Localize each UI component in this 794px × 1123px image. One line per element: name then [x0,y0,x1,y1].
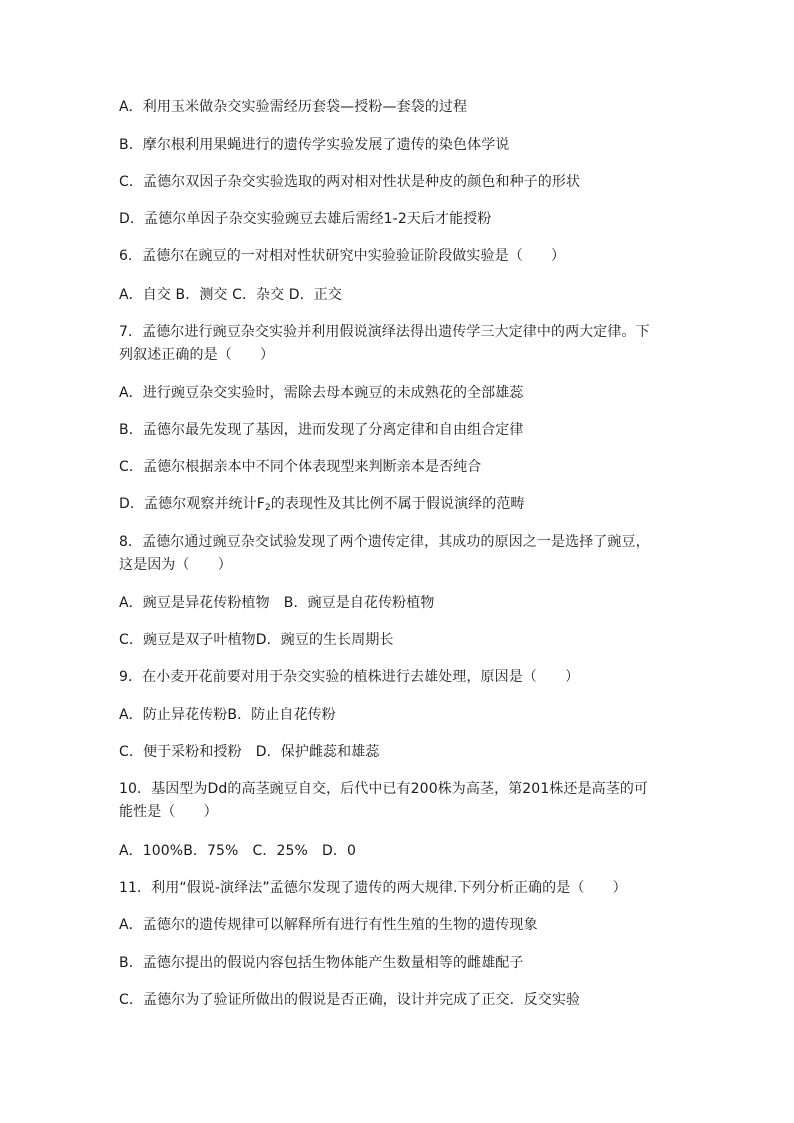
q8-options-ab: A．豌豆是异花传粉植物 B．豌豆是自花传粉植物 [119,595,435,611]
q5-option-b: B．摩尔根利用果蝇进行的遗传学实验发展了遗传的染色体学说 [119,137,510,153]
q11-option-b: B．孟德尔提出的假说内容包括生物体能产生数量相等的雌雄配子 [119,955,524,971]
q9-stem: 9．在小麦开花前要对用于杂交实验的植株进行去雄处理，原因是（ ） [119,669,580,685]
q8-stem-line2: 这是因为（ ） [119,557,232,573]
q5-option-d: D．孟德尔单因子杂交实验豌豆去雄后需经1-2天后才能授粉 [119,211,492,227]
q10-stem-line2: 能性是（ ） [119,804,218,820]
q10-stem-line1: 10．基因型为Dd的高茎豌豆自交，后代中已有200株为高茎，第201株还是高茎的可 [119,781,649,797]
q7-option-c: C．孟德尔根据亲本中不同个体表现型来判断亲本是否纯合 [119,459,482,475]
q5-option-a: A．利用玉米做杂交实验需经历套袋—授粉—套袋的过程 [119,99,468,115]
q11-option-c: C．孟德尔为了验证所做出的假说是否正确，设计并完成了正交．反交实验 [119,992,581,1008]
q7-option-a: A．进行豌豆杂交实验时，需除去母本豌豆的未成熟花的全部雄蕊 [119,385,524,401]
q9-options-cd: C．便于采粉和授粉 D．保护雌蕊和雄蕊 [119,744,380,760]
q5-option-c: C．孟德尔双因子杂交实验选取的两对相对性状是种皮的颜色和种子的形状 [119,174,581,190]
q7-option-d [119,494,679,514]
q11-option-a: A．孟德尔的遗传规律可以解释所有进行有性生殖的生物的遗传现象 [119,917,538,933]
q7-stem-line1: 7．孟德尔进行豌豆杂交实验并利用假说演绎法得出遗传学三大定律中的两大定律。下 [119,324,650,340]
q11-stem: 11．利用“假说-演绎法”孟德尔发现了遗传的两大规律.下列分析正确的是（ ） [119,880,627,896]
q7-option-b: B．孟德尔最先发现了基因，进而发现了分离定律和自由组合定律 [119,422,524,438]
q7-stem-line2: 列叙述正确的是（ ） [119,347,275,363]
q7-option-d-subscript: 2 [264,503,271,513]
q7-option-d-text-rest: 的表现性及其比例不属于假说演绎的范畴 [270,496,525,512]
q8-options-cd: C．豌豆是双子叶植物D．豌豆的生长周期长 [119,632,394,648]
q6-options: A．自交 B．测交 C．杂交 D．正交 [119,287,342,303]
q8-stem-line1: 8．孟德尔通过豌豆杂交试验发现了两个遗传定律，其成功的原因之一是选择了豌豆， [119,534,650,550]
q9-options-ab: A．防止异花传粉B．防止自花传粉 [119,707,336,723]
q10-options: A．100%B．75% C．25% D．0 [119,843,357,859]
q6-stem: 6．孟德尔在豌豆的一对相对性状研究中实验验证阶段做实验是（ ） [119,248,566,264]
q7-option-d-text: D．孟德尔观察并统计F [119,496,265,512]
